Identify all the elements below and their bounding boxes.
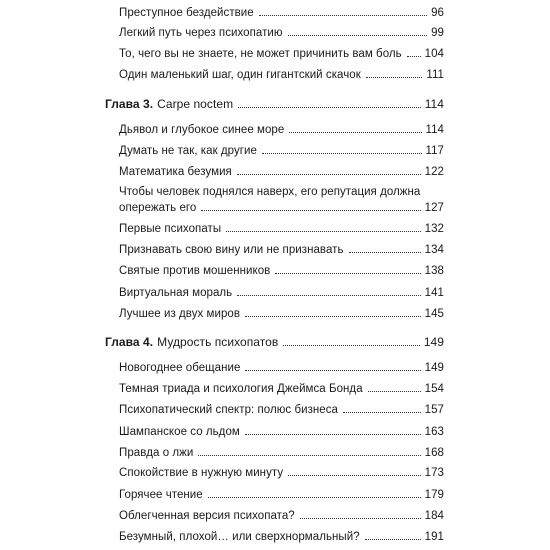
- dot-leader: [288, 475, 421, 476]
- toc-entry-page: 132: [424, 223, 444, 235]
- toc-entry-title: Один маленький шаг, один гигантский скачок: [119, 69, 361, 81]
- dot-leader: [237, 174, 421, 175]
- toc-entry-title: Легкий путь через психопатию: [119, 27, 283, 39]
- toc-entry-page: 114: [425, 124, 444, 136]
- toc-entry-page: 96: [431, 7, 444, 19]
- toc-entry-page: 99: [431, 27, 444, 39]
- toc-entry-title: То, чего вы не знаете, не может причинить вам боль: [119, 48, 402, 60]
- chapter-title: Мудрость психопатов: [157, 335, 279, 349]
- toc-entry-title-continuation: опережать его: [119, 202, 197, 214]
- toc-chapter-heading: [105, 97, 444, 111]
- toc-entry: [119, 6, 444, 20]
- toc-entry-title: Дьявол и глубокое синее море: [119, 124, 285, 136]
- toc-entry-page: 127: [424, 202, 444, 214]
- dot-leader: [259, 15, 427, 16]
- toc-entry: [119, 382, 444, 396]
- dot-leader: [289, 132, 421, 133]
- toc-entry-title: Признавать свою вину или не признавать: [119, 244, 344, 256]
- toc-entry-page: 145: [424, 308, 444, 320]
- toc-entry-page: 122: [424, 166, 444, 178]
- toc-entry-page: 134: [424, 244, 444, 256]
- dot-leader: [226, 231, 421, 232]
- toc-entry-title: Облегченная версия психопата?: [119, 510, 295, 522]
- toc-entry: [119, 361, 444, 375]
- toc-entry-title: Лучшее из двух миров: [119, 308, 241, 320]
- dot-leader: [288, 35, 428, 36]
- toc-entry-title: Горячее чтение: [119, 489, 203, 501]
- toc-entry-page: 117: [425, 145, 444, 157]
- toc-entry-first-line: [119, 185, 444, 199]
- toc-entry-title: Виртуальная мораль: [119, 287, 233, 299]
- toc-entry-title: Шампанское со льдом: [119, 426, 240, 438]
- dot-leader: [300, 518, 421, 519]
- dot-leader: [283, 345, 420, 346]
- toc-entry: [119, 123, 444, 137]
- toc-entry: [119, 509, 444, 523]
- dot-leader: [365, 539, 421, 540]
- dot-leader: [343, 412, 421, 413]
- toc-entry: [119, 222, 444, 236]
- toc-entry-page: 154: [424, 383, 444, 395]
- toc-entry-title: Первые психопаты: [119, 223, 222, 235]
- toc-entry-page: 184: [424, 510, 444, 522]
- dot-leader: [208, 497, 421, 498]
- toc-entry-title: Математика безумия: [119, 166, 232, 178]
- chapter-label: Глава 3.: [105, 97, 154, 111]
- toc-entry: [119, 446, 444, 460]
- toc-entry-page: 157: [424, 404, 444, 416]
- toc-entry: [119, 530, 444, 544]
- dot-leader: [238, 107, 421, 108]
- toc-entry-page: 179: [424, 489, 444, 501]
- toc-entry-title: Правда о лжи: [119, 447, 194, 459]
- toc-entry-page: 104: [424, 48, 444, 60]
- toc-chapter-heading: [105, 335, 444, 349]
- toc-entry-page: 141: [424, 287, 444, 299]
- toc-entry: [119, 264, 444, 278]
- toc-entry-title: Новогоднее обещание: [119, 362, 241, 374]
- dot-leader: [366, 77, 423, 78]
- dot-leader: [245, 434, 421, 435]
- toc-entry: [119, 307, 444, 321]
- toc-entry-title: Думать не так, как другие: [119, 145, 257, 157]
- dot-leader: [245, 316, 421, 317]
- toc-entry-title: Безумный, плохой… или сверхнормальный?: [119, 531, 360, 543]
- toc-entry: [119, 403, 444, 417]
- toc-entry: [119, 165, 444, 179]
- toc-entry-page: 111: [426, 69, 444, 81]
- toc-entry: [119, 47, 444, 61]
- toc-entry: [119, 286, 444, 300]
- chapter-page: 114: [424, 97, 444, 111]
- toc-entry-title: Темная триада и психология Джеймса Бонда: [119, 383, 363, 395]
- toc-entry-page: 149: [424, 362, 444, 374]
- toc-entry: [119, 144, 444, 158]
- dot-leader: [237, 295, 420, 296]
- dot-leader: [198, 455, 420, 456]
- toc-entry-page: 138: [424, 265, 444, 277]
- chapter-title: Carpe noctem: [157, 97, 234, 111]
- chapter-label: Глава 4.: [105, 335, 154, 349]
- dot-leader: [407, 56, 421, 57]
- toc-entry-title: Спокойствие в нужную минуту: [119, 467, 284, 479]
- toc-entry: [119, 425, 444, 439]
- toc-entry: [119, 488, 444, 502]
- toc-entry-page: 173: [424, 467, 444, 479]
- toc-entry-page: 168: [424, 447, 444, 459]
- toc-entry: [119, 201, 444, 215]
- toc-entry-page: 163: [424, 426, 444, 438]
- toc-entry-title: Чтобы человек поднялся наверх, его репутация должна: [119, 186, 421, 198]
- dot-leader: [275, 273, 420, 274]
- dot-leader: [201, 210, 420, 211]
- toc-entry-title: Святые против мошенников: [119, 265, 271, 277]
- toc-entry-title: Преступное бездействие: [119, 7, 254, 19]
- toc-entry: [119, 466, 444, 480]
- toc-entry: [119, 68, 444, 82]
- toc-entry: [119, 26, 444, 40]
- dot-leader: [245, 370, 420, 371]
- dot-leader: [262, 153, 422, 154]
- toc-entry-title: Психопатический спектр: полюс бизнеса: [119, 404, 338, 416]
- dot-leader: [368, 391, 421, 392]
- toc-entry: [119, 243, 444, 257]
- toc-entry-page: 191: [424, 531, 444, 543]
- dot-leader: [349, 252, 421, 253]
- chapter-page: 149: [423, 335, 444, 349]
